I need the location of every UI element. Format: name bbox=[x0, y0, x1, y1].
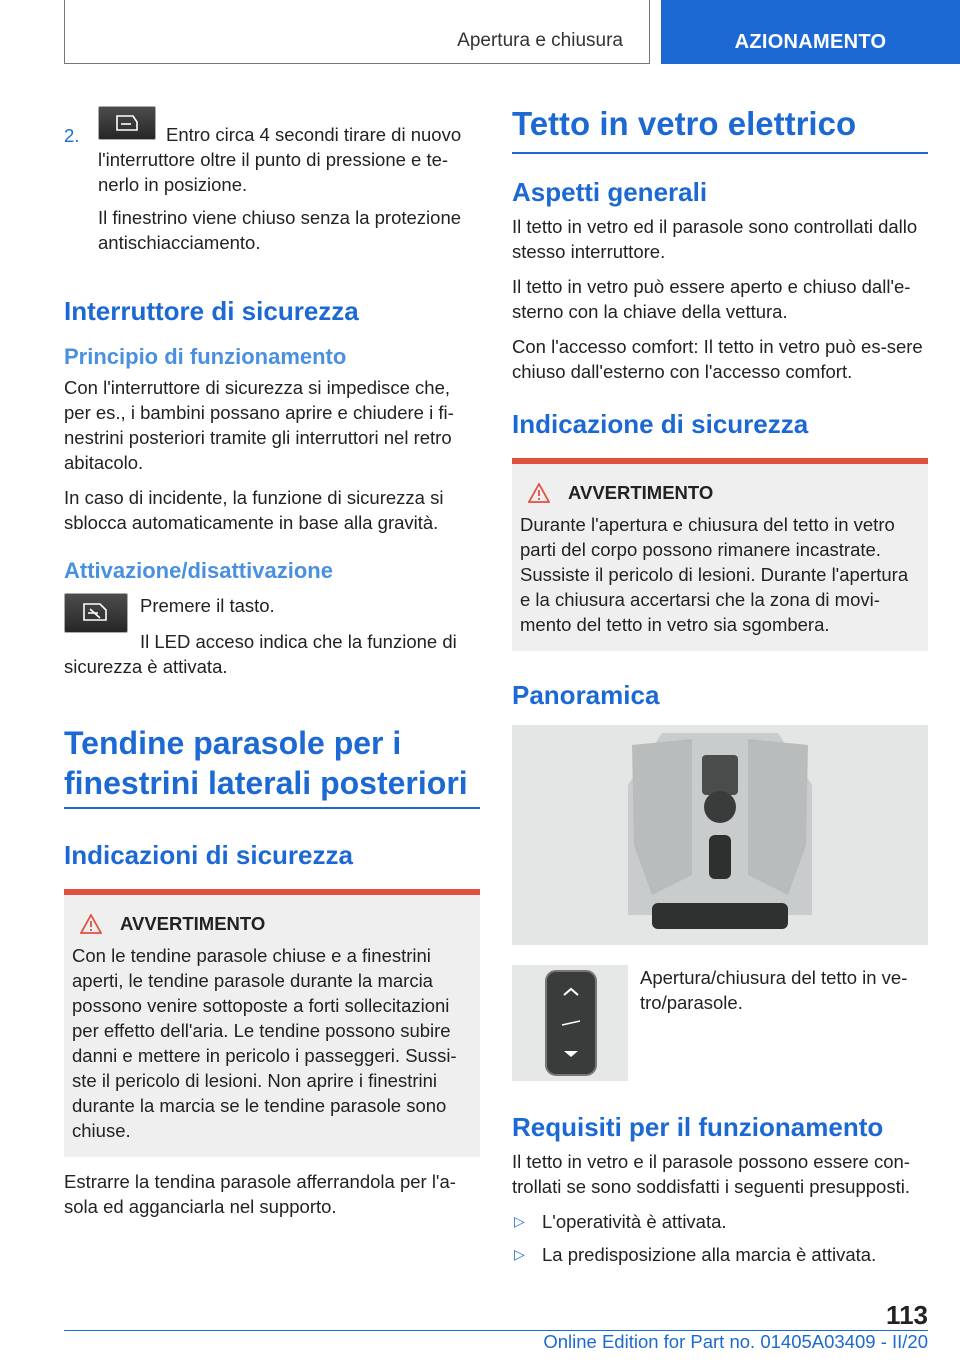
activation-heading: Attivazione/disattivazione bbox=[64, 558, 333, 583]
bullet-triangle-icon: ▷ bbox=[514, 1213, 525, 1229]
general-heading: Aspetti generali bbox=[512, 177, 708, 207]
overview-heading: Panoramica bbox=[512, 680, 660, 710]
warning-box-roof bbox=[512, 458, 928, 651]
overhead-console-image bbox=[512, 725, 928, 945]
step-text: Entro circa 4 secondi tirare di nuovo l'interruttore oltre il punto di pressione e te-nerlo in posizione. bbox=[98, 124, 462, 195]
list-item bbox=[512, 1209, 928, 1234]
header-section-title: Apertura e chiusura bbox=[457, 30, 623, 51]
general-p1: Il tetto in vetro ed il parasole sono controllati dallo stesso interruttore. bbox=[512, 216, 918, 262]
footer-edition[interactable]: Online Edition for Part no. 01405A03409 - II/20 bbox=[543, 1331, 928, 1352]
step-number: 2. bbox=[64, 125, 80, 146]
sunshades-heading: Tendine parasole per i finestrini laterali posteriori bbox=[64, 723, 480, 809]
principle-p2: In caso di incidente, la funzione di sicurezza si sblocca automaticamente in base alla gravità. bbox=[64, 487, 444, 533]
page-number: 113 bbox=[886, 1300, 928, 1330]
roof-switch-icon bbox=[512, 965, 628, 1081]
extract-text: Estrarre la tendina parasole afferrandola per l'a-sola ed agganciarla nel supporto. bbox=[64, 1171, 456, 1217]
warning-title bbox=[72, 913, 472, 935]
window-icon bbox=[114, 113, 140, 133]
requirements-p: Il tetto in vetro e il parasole possono essere con-trollati se sono soddisfatti i seguenti presupposti. bbox=[512, 1151, 910, 1197]
header-chapter-tab[interactable]: AZIONAMENTO bbox=[661, 0, 960, 64]
header-frame bbox=[64, 0, 650, 64]
warning-text: Durante l'apertura e chiusura del tetto in vetro parti del corpo possono rimanere incastrate. Sussiste il pericolo di lesioni. Durante l'apertura e la chiusura accertarsi che la zona di movi-mento del tetto in vetro sia sgombera. bbox=[520, 514, 909, 635]
overhead-console-illustration bbox=[512, 725, 928, 945]
safety-switch-heading: Interruttore di sicurezza bbox=[64, 296, 359, 326]
window-switch-image bbox=[98, 106, 156, 140]
principle-p1: Con l'interruttore di sicurezza si impedisce che, per es., i bambini possano aprire e chiudere i fi-nestrini posteriori tramite gli interruttori nel retro abitacolo. bbox=[64, 377, 454, 473]
warning-title-text: AVVERTIMENTO bbox=[568, 482, 714, 503]
roof-safety-heading: Indicazione di sicurezza bbox=[512, 409, 809, 439]
switch-row bbox=[512, 965, 928, 1081]
general-p3: Con l'accesso comfort: Il tetto in vetro può es-sere chiuso dall'esterno con l'accesso comfort. bbox=[512, 336, 923, 382]
right-column bbox=[512, 104, 928, 1275]
bullet-triangle-icon: ▷ bbox=[514, 1246, 525, 1262]
activation-row bbox=[64, 593, 480, 633]
warning-text: Con le tendine parasole chiuse e a finestrini aperti, le tendine parasole durante la marcia possono venire sottoposte a forti sollecitazioni per effetto dell'aria. Le tendine possono subire danni e mettere in pericolo i passeggeri. Sussi-ste il pericolo di lesioni. Non aprire i finestrini durante la marcia se le tendine parasole sono chiuse. bbox=[72, 945, 457, 1141]
step-note: Il finestrino viene chiuso senza la protezione antischiacciamento. bbox=[98, 207, 462, 253]
bullet-text: L'operatività è attivata. bbox=[542, 1211, 727, 1232]
warning-triangle-icon bbox=[80, 914, 102, 934]
warning-triangle-icon bbox=[528, 483, 550, 503]
general-p2: Il tetto in vetro può essere aperto e chiuso dall'e-sterno con la chiave della vettura. bbox=[512, 276, 911, 322]
warning-title-text: AVVERTIMENTO bbox=[120, 913, 266, 934]
warning-title bbox=[520, 482, 920, 504]
roof-heading: Tetto in vetro elettrico bbox=[512, 104, 928, 154]
requirements-heading: Requisiti per il funzionamento bbox=[512, 1112, 884, 1142]
left-column bbox=[64, 104, 480, 1229]
switch-caption: Apertura/chiusura del tetto in ve-tro/parasole. bbox=[640, 967, 908, 1013]
activation-p2: Il LED acceso indica che la funzione di sicurezza è attivata. bbox=[64, 631, 457, 677]
step-2 bbox=[64, 104, 480, 265]
safety-switch-image bbox=[64, 593, 128, 633]
window-lock-icon bbox=[80, 600, 110, 624]
list-item bbox=[512, 1242, 928, 1267]
principle-heading: Principio di funzionamento bbox=[64, 344, 347, 369]
activation-p1: Premere il tasto. bbox=[140, 595, 275, 616]
safety-notes-heading: Indicazioni di sicurezza bbox=[64, 840, 353, 870]
roof-switch-image bbox=[512, 965, 628, 1081]
warning-box-sunshades bbox=[64, 889, 480, 1157]
bullet-text: La predisposizione alla marcia è attivata. bbox=[542, 1244, 877, 1265]
